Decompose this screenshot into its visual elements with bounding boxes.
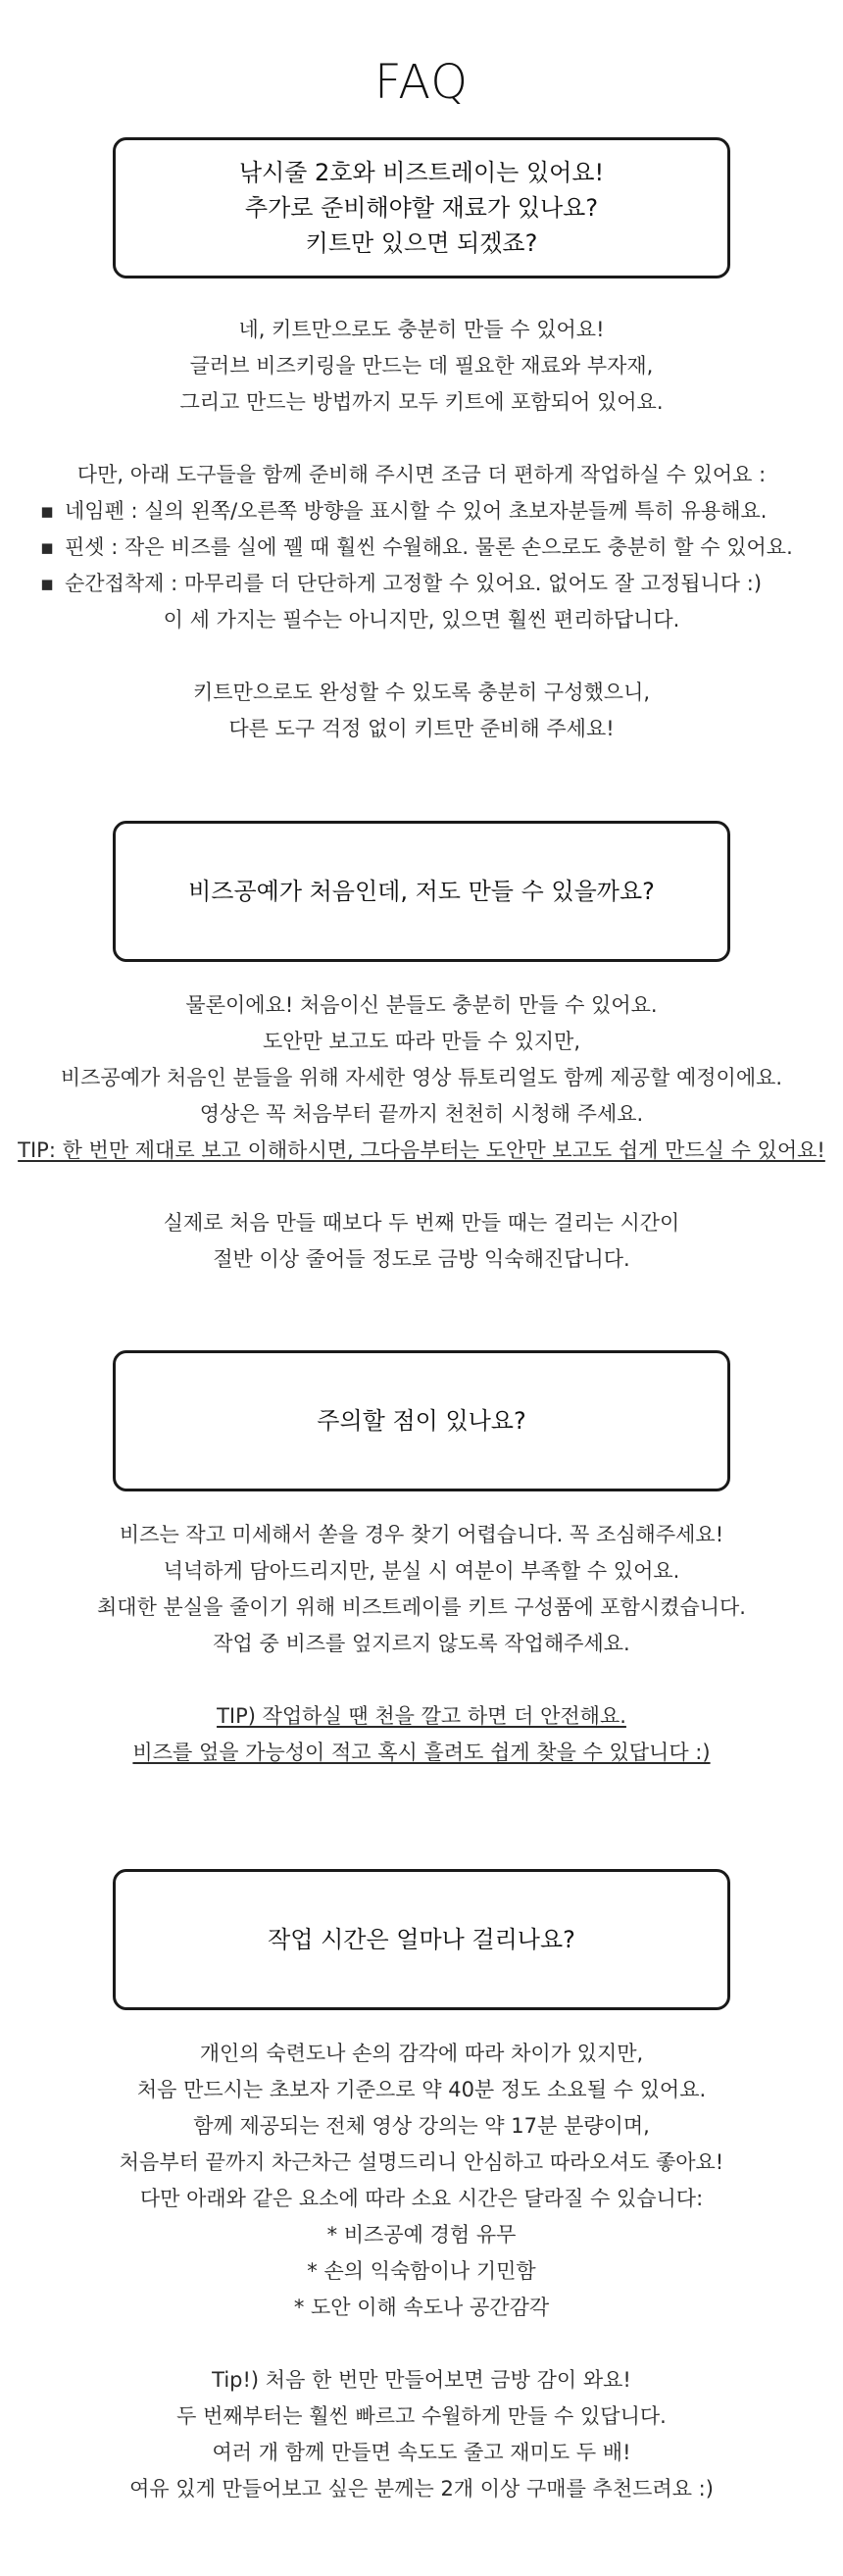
answer-line: 키트만으로도 완성할 수 있도록 충분히 구성했으니, (192, 681, 651, 704)
answer-line: 함께 제공되는 전체 영상 강의는 약 17분 분량이며, (193, 2114, 650, 2138)
answer-line: 개인의 숙련도나 손의 감각에 따라 차이가 있지만, (199, 2042, 644, 2065)
tip-line: TIP: 한 번만 제대로 보고 이해하시면, 그다음부터는 도안만 보고도 쉽게 만드실 수 있어요! (18, 1138, 825, 1162)
tip-line: TIP) 작업하실 땐 천을 깔고 하면 더 안전해요. (217, 1704, 626, 1728)
question-box (113, 1350, 730, 1491)
answer-line: 여러 개 함께 만들면 속도도 줄고 재미도 두 배! (212, 2441, 631, 2464)
answer-line: 다만, 아래 도구들을 함께 준비해 주시면 조금 더 편하게 작업하실 수 있어요 : (76, 463, 767, 486)
answer-line: 도안만 보고도 따라 만들 수 있지만, (262, 1030, 581, 1053)
answer-text (0, 312, 843, 747)
question-line: 낚시줄 2호와 비즈트레이는 있어요! (238, 159, 605, 186)
question-line: 키트만 있으면 되겠죠? (305, 229, 538, 257)
faq-item-3 (0, 1350, 843, 1771)
bullet-icon: ▪ (39, 572, 55, 595)
answer-line: 처음 만드시는 초보자 기준으로 약 40분 정도 소요될 수 있어요. (136, 2078, 707, 2101)
answer-line: 실제로 처음 만들 때보다 두 번째 만들 때는 걸리는 시간이 (163, 1211, 680, 1235)
answer-line: 물론이에요! 처음이신 분들도 충분히 만들 수 있어요. (185, 993, 658, 1017)
answer-line: 네, 키트만으로도 충분히 만들 수 있어요! (238, 318, 605, 341)
answer-line: * 손의 익숙함이나 기민함 (307, 2259, 536, 2283)
answer-line: 영상은 꼭 처음부터 끝까지 천천히 시청해 주세요. (199, 1102, 644, 1126)
question-box (113, 1869, 730, 2010)
answer-line: 절반 이상 줄어들 정도로 금방 익숙해진답니다. (213, 1247, 630, 1271)
bullet-item: ▪ 네임펜 : 실의 왼쪽/오른쪽 방향을 표시할 수 있어 초보자분들께 특히 유용해요. (0, 493, 843, 530)
question-line: 비즈공예가 처음인데, 저도 만들 수 있을까요? (188, 878, 655, 905)
answer-line: 다만 아래와 같은 요소에 따라 소요 시간은 달라질 수 있습니다: (139, 2187, 704, 2210)
faq-item-1 (0, 137, 843, 747)
answer-line: 비즈는 작고 미세해서 쏟을 경우 찾기 어렵습니다. 꼭 조심해주세요! (119, 1523, 724, 1546)
answer-line: 여유 있게 만들어보고 싶은 분께는 2개 이상 구매를 추천드려요 :) (129, 2477, 714, 2500)
bullet-item: ▪ 순간접착제 : 마무리를 더 단단하게 고정할 수 있어요. 없어도 잘 고정됩니다 :) (0, 566, 843, 602)
question-box (113, 821, 730, 962)
page-title: FAQ (374, 55, 469, 110)
faq-item-4 (0, 1869, 843, 2507)
bullet-icon: ▪ (39, 499, 55, 523)
answer-line: Tip!) 처음 한 번만 만들어보면 금방 감이 와요! (212, 2368, 631, 2392)
tip-line: 비즈를 엎을 가능성이 적고 혹시 흘려도 쉽게 찾을 수 있답니다 :) (132, 1741, 711, 1764)
answer-line: 최대한 분실을 줄이기 위해 비즈트레이를 키트 구성품에 포함시켰습니다. (97, 1595, 746, 1619)
answer-line: 두 번째부터는 훨씬 빠르고 수월하게 만들 수 있답니다. (176, 2404, 667, 2428)
answer-line: 작업 중 비즈를 엎지르지 않도록 작업해주세요. (213, 1632, 630, 1655)
answer-line: * 도안 이해 속도나 공간감각 (293, 2296, 550, 2319)
question-line: 작업 시간은 얼마나 걸리나요? (268, 1926, 575, 1953)
answer-text (0, 987, 843, 1278)
answer-text (0, 1517, 843, 1771)
question-line: 주의할 점이 있나요? (317, 1407, 526, 1435)
answer-line: 다른 도구 걱정 없이 키트만 준비해 주세요! (228, 717, 615, 740)
answer-text (0, 2036, 843, 2507)
answer-line: 넉넉하게 담아드리지만, 분실 시 여분이 부족할 수 있어요. (163, 1559, 680, 1583)
answer-line: 그리고 만드는 방법까지 모두 키트에 포함되어 있어요. (179, 390, 664, 414)
answer-line: 이 세 가지는 필수는 아니지만, 있으면 훨씬 편리하답니다. (163, 608, 680, 631)
answer-line: 처음부터 끝까지 차근차근 설명드리니 안심하고 따라오셔도 좋아요! (119, 2150, 724, 2174)
question-line: 추가로 준비해야할 재료가 있나요? (244, 194, 599, 222)
answer-line: 글러브 비즈키링을 만드는 데 필요한 재료와 부자재, (189, 354, 654, 378)
faq-item-2 (0, 821, 843, 1278)
bullet-icon: ▪ (39, 535, 55, 559)
bullet-item: ▪ 핀셋 : 작은 비즈를 실에 꿸 때 훨씬 수월해요. 물론 손으로도 충분히 할 수 있어요. (0, 530, 843, 566)
answer-line: 비즈공예가 처음인 분들을 위해 자세한 영상 튜토리얼도 함께 제공할 예정이에요. (60, 1066, 783, 1089)
answer-line: * 비즈공예 경험 유무 (326, 2223, 517, 2247)
question-box (113, 137, 730, 278)
